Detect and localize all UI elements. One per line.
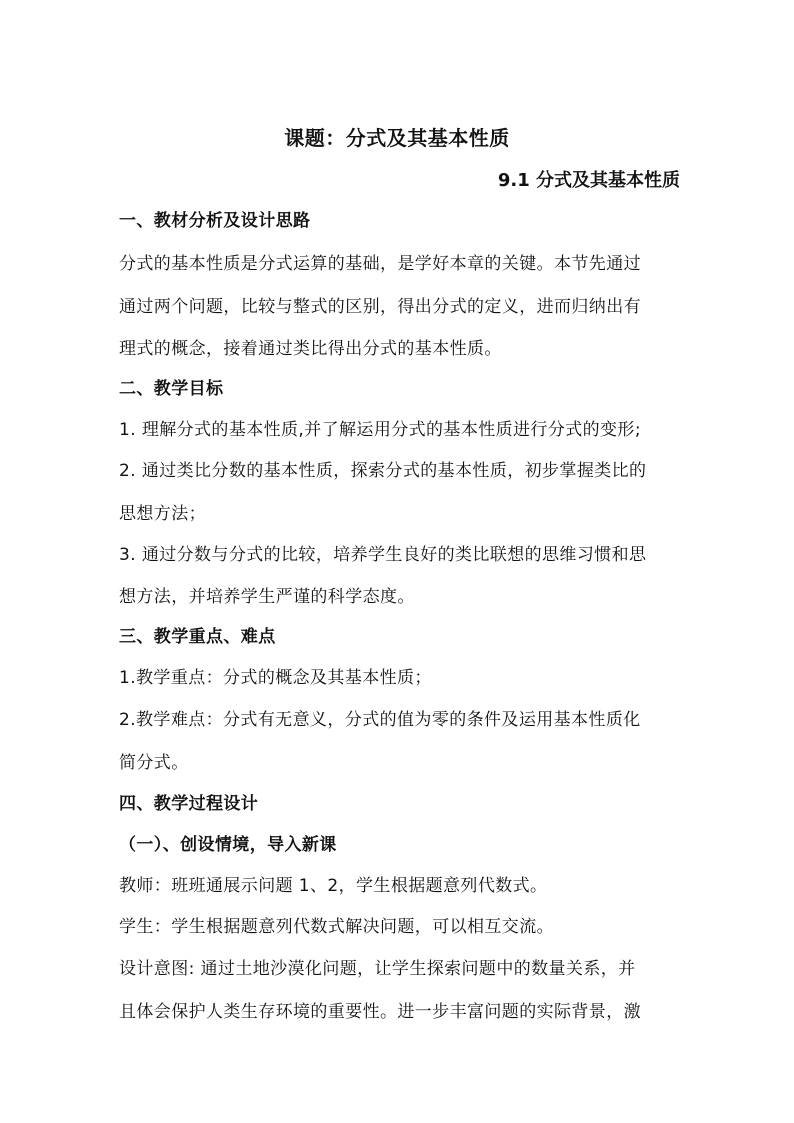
text-line: 1.教学重点：分式的概念及其基本性质；	[119, 668, 432, 688]
text-line: 理式的概念，接着通过类比得出分式的基本性质。	[119, 339, 502, 359]
text-line: 3. 通过分数与分式的比较，培养学生良好的类比联想的思维习惯和思	[119, 545, 647, 565]
text-line: 一、教材分析及设计思路	[119, 211, 311, 231]
text-line: 思想方法；	[119, 504, 206, 524]
text-line: （一）、创设情境，导入新课	[119, 835, 337, 855]
text-line: 分式的基本性质是分式运算的基础，是学好本章的关键。本节先通过	[119, 254, 641, 274]
text-line: 二、教学目标	[119, 379, 224, 399]
text-line: 想方法，并培养学生严谨的科学态度。	[119, 587, 415, 607]
text-line: 且体会保护人类生存环境的重要性。进一步丰富问题的实际背景，激	[119, 1002, 641, 1022]
text-line: 2. 通过类比分数的基本性质，探索分式的基本性质，初步掌握类比的	[119, 461, 647, 481]
section-subtitle: 9.1 分式及其基本性质	[497, 170, 680, 191]
text-line: 简分式。	[119, 753, 189, 773]
text-line: 四、教学过程设计	[119, 794, 259, 814]
text-line: 教师：班班通展示问题 1、2，学生根据题意列代数式。	[119, 876, 548, 896]
page-title: 课题：分式及其基本性质	[284, 126, 510, 150]
text-line: 2.教学难点：分式有无意义，分式的值为零的条件及运用基本性质化	[119, 710, 641, 730]
text-line: 三、教学重点、难点	[119, 627, 276, 647]
text-line: 通过两个问题，比较与整式的区别，得出分式的定义，进而归纳出有	[119, 297, 641, 317]
text-line: 1. 理解分式的基本性质,并了解运用分式的基本性质进行分式的变形;	[119, 420, 641, 440]
text-line: 设计意图: 通过土地沙漠化问题，让学生探索问题中的数量关系，并	[119, 959, 636, 979]
text-line: 学生：学生根据题意列代数式解决问题，可以相互交流。	[119, 917, 554, 937]
